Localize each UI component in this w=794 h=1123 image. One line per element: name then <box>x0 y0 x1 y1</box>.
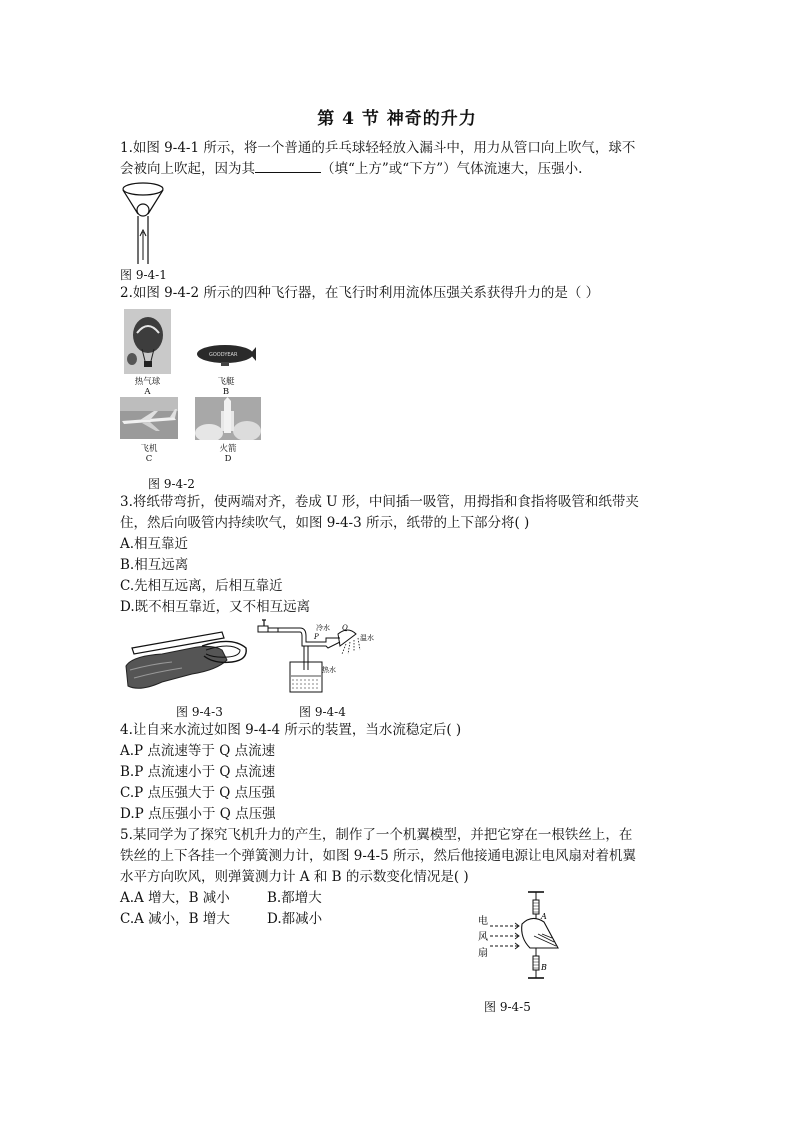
q-label: Q <box>342 624 348 632</box>
wing-model-figure <box>474 890 564 990</box>
q5-option-b[interactable]: B.都增大 <box>267 890 322 906</box>
warm-water-label: 温水 <box>360 634 374 642</box>
q5-line2: 铁丝的上下各挂一个弹簧测力计，如图 9-4-5 所示，然后他接通电源让电风扇对着机翼 <box>120 848 636 864</box>
q1-line2-post: （填“上方”或“下方”）气体流速大，压强小. <box>321 161 583 177</box>
hand-straw-figure <box>122 626 252 694</box>
q1-line1: 1.如图 9-4-1 所示，将一个普通的乒乓球轻轻放入漏斗中，用力从管口向上吹气，球不 <box>120 140 636 156</box>
cold-water-label: 冷水 <box>316 624 330 632</box>
faucet-apparatus-figure <box>256 618 376 696</box>
fan-label-3: 扇 <box>478 948 488 959</box>
q4-stem: 4.让自来水流过如图 9-4-4 所示的装置，当水流稳定后( ) <box>120 722 462 738</box>
q1-line2-pre: 会被向上吹起，因为其 <box>120 161 255 177</box>
airship-label: 飞艇 B <box>217 377 235 397</box>
q4-option-c[interactable]: C.P 点压强大于 Q 点压强 <box>120 785 276 801</box>
fig-9-4-3-caption: 图 9-4-3 <box>176 705 223 719</box>
fig-9-4-1-caption: 图 9-4-1 <box>120 268 167 282</box>
fig-9-4-5-caption: 图 9-4-5 <box>484 1000 531 1014</box>
q5-option-c[interactable]: C.A 减小，B 增大 <box>120 911 230 927</box>
scale-a-label: A <box>541 912 547 921</box>
rocket-label: 火箭 D <box>219 444 237 464</box>
q5-option-d[interactable]: D.都减小 <box>267 911 323 927</box>
q2-stem: 2.如图 9-4-2 所示的四种飞行器，在飞行时利用流体压强关系获得升力的是（ ） <box>120 285 600 301</box>
q5-option-a[interactable]: A.A 增大，B 减小 <box>120 890 230 906</box>
q3-option-b[interactable]: B.相互远离 <box>120 557 189 573</box>
scale-b-label: B <box>541 963 547 972</box>
ping-pong-ball <box>137 204 149 216</box>
q1-line2 <box>120 159 582 180</box>
svg-text:GOODYEAR: GOODYEAR <box>209 352 238 358</box>
fan-label-1: 电 <box>478 916 488 927</box>
funnel-rim <box>123 183 163 195</box>
q3-line2: 住，然后向吸管内持续吹气，如图 9-4-3 所示，纸带的上下部分将( ) <box>120 515 530 531</box>
q3-option-c[interactable]: C.先相互远离，后相互靠近 <box>120 578 283 594</box>
q4-option-a[interactable]: A.P 点流速等于 Q 点流速 <box>120 743 276 759</box>
p-label: P <box>314 633 319 641</box>
q3-option-a[interactable]: A.相互靠近 <box>120 536 189 552</box>
q3-line1: 3.将纸带弯折，使两端对齐，卷成 U 形，中间插一吸管，用拇指和食指将吸管和纸带夹 <box>120 494 639 510</box>
q1-answer-blank[interactable] <box>255 160 321 173</box>
fan-label-2: 风 <box>478 932 488 943</box>
hot-air-balloon-image <box>124 309 171 374</box>
q4-option-b[interactable]: B.P 点流速小于 Q 点流速 <box>120 764 276 780</box>
q5-line3: 水平方向吹风，则弹簧测力计 A 和 B 的示数变化情况是( ) <box>120 869 469 885</box>
fig-9-4-2-caption: 图 9-4-2 <box>148 477 195 491</box>
airplane-image <box>120 397 178 439</box>
q5-line1: 5.某同学为了探究飞机升力的产生，制作了一个机翼模型，并把它穿在一根铁丝上，在 <box>120 827 633 843</box>
airplane-label: 飞机 C <box>140 444 158 464</box>
page-title: 第 4 节 神奇的升力 <box>317 109 477 129</box>
q3-option-d[interactable]: D.既不相互靠近，又不相互远离 <box>120 599 311 615</box>
fig-9-4-4-caption: 图 9-4-4 <box>299 705 346 719</box>
wing-model <box>522 918 558 948</box>
funnel-figure <box>118 180 168 268</box>
hot-water-label: 热水 <box>322 666 336 674</box>
rocket-image <box>195 397 261 440</box>
q4-option-d[interactable]: D.P 点压强小于 Q 点压强 <box>120 806 276 822</box>
balloon-label: 热气球 A <box>134 377 161 397</box>
airship-image <box>195 343 257 367</box>
